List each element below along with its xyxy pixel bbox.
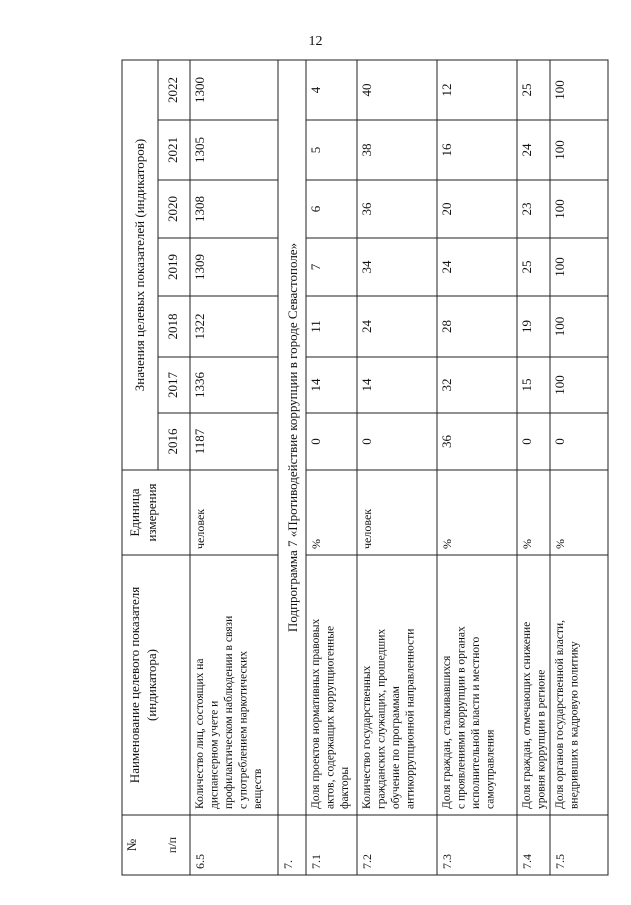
table-row [519, 84, 548, 870]
indicator-name: исполнительной власти и местного [470, 636, 482, 809]
row-number: 7.1 [309, 854, 323, 869]
indicator-name: антикоррупционной направленности [404, 628, 417, 809]
indicator-name: с проявлениями коррупции в органах [455, 626, 468, 809]
row-number: 7.2 [360, 854, 374, 869]
indicator-name: профилактическом наблюдении в связи [223, 615, 235, 809]
header-values-group: Значения целевых показателей (индикаторов) [132, 138, 147, 392]
year-value: 0 [519, 438, 534, 445]
indicator-name: уровня коррупции в регионе [535, 669, 548, 809]
indicator-name: диспансерном учете и [208, 700, 221, 809]
year-value: 100 [552, 257, 567, 277]
year-value: 11 [308, 320, 323, 333]
header-year: 2020 [165, 196, 180, 222]
row-number: 7.4 [520, 854, 534, 869]
unit-value: человек [360, 508, 374, 549]
year-value: 100 [552, 80, 567, 100]
indicator-name: Доля граждан, сталкивавшихся [441, 655, 453, 809]
indicator-name: Количество лиц, состоящих на [194, 658, 206, 809]
year-value: 1309 [192, 254, 207, 280]
indicator-name: гражданских служащих, прошедших [375, 628, 388, 809]
page-number: 12 [308, 34, 323, 49]
indicator-name: обучение по программам [390, 686, 402, 809]
header-name: Наименование целевого показателя [127, 586, 142, 784]
header-unit: Единица [127, 488, 142, 537]
year-value: 1187 [192, 428, 207, 455]
year-value: 34 [359, 260, 374, 274]
year-value: 20 [439, 202, 454, 216]
year-value: 36 [359, 202, 374, 216]
year-value: 1305 [192, 137, 207, 163]
year-value: 100 [552, 140, 567, 160]
section-title: Подпрограмма 7 «Противодействие коррупции в городе Севастополе» [285, 242, 300, 633]
indicator-name: Доля граждан, отмечающих снижение [521, 621, 533, 809]
indicator-name: факторы [339, 766, 351, 809]
year-value: 25 [519, 83, 534, 97]
year-value: 100 [552, 316, 567, 337]
header-number: № [124, 838, 139, 852]
year-value: 4 [308, 86, 323, 94]
row-number: 7.3 [440, 854, 454, 869]
year-value: 7 [308, 263, 323, 271]
header-year: 2017 [165, 372, 180, 398]
year-value: 1336 [192, 372, 207, 398]
year-value: 12 [439, 83, 454, 97]
year-value: 100 [552, 375, 567, 395]
section-row [281, 243, 300, 869]
year-value: 5 [308, 146, 323, 154]
unit-value: % [309, 539, 323, 549]
year-value: 32 [439, 378, 454, 392]
indicator-name: с употреблением наркотических [237, 650, 250, 809]
unit-value: % [553, 539, 567, 549]
year-value: 24 [439, 260, 454, 274]
indicator-name: актов, содержащих коррупциогенные [324, 625, 337, 809]
row-number: 7.5 [553, 854, 567, 869]
year-value: 36 [439, 435, 454, 448]
unit-value: человек [193, 508, 207, 549]
indicator-name: Доля проектов нормативных правовых [310, 618, 322, 809]
table-row [192, 77, 264, 869]
table-row [308, 86, 351, 869]
header-year: 2019 [165, 254, 180, 280]
header-year: 2016 [165, 428, 180, 455]
row-number: 6.5 [193, 854, 207, 869]
header-year: 2022 [165, 77, 180, 103]
indicator-name: самоуправления [484, 729, 497, 809]
table-row [439, 84, 497, 870]
year-value: 6 [308, 205, 323, 213]
header-year: 2021 [165, 137, 180, 163]
header-number-sub: п/п [165, 836, 179, 854]
unit-value: % [440, 539, 454, 549]
year-value: 24 [359, 320, 374, 333]
year-value: 24 [519, 143, 534, 157]
year-value: 15 [519, 378, 534, 392]
row-number: 7. [281, 860, 295, 869]
year-value: 28 [439, 320, 454, 333]
year-value: 14 [308, 378, 323, 392]
year-value: 100 [552, 199, 567, 219]
header-unit-sub: измерения [144, 483, 159, 542]
year-value: 19 [519, 320, 534, 333]
year-value: 1322 [192, 313, 207, 340]
indicator-name: Доля органов государственной власти, [554, 620, 566, 809]
year-value: 23 [519, 202, 534, 216]
year-value: 0 [308, 438, 323, 445]
year-value: 16 [439, 143, 454, 157]
header-year: 2018 [165, 313, 180, 340]
unit-value: % [520, 539, 534, 549]
table-row [552, 80, 581, 869]
year-value: 1308 [192, 196, 207, 222]
year-value: 40 [359, 83, 374, 97]
year-value: 0 [552, 438, 567, 445]
year-value: 1300 [192, 77, 207, 103]
table-row [359, 84, 417, 870]
year-value: 0 [359, 438, 374, 445]
year-value: 25 [519, 260, 534, 274]
indicator-name: веществ [252, 768, 264, 809]
indicator-name: внедривших в кадровую политику [568, 641, 581, 809]
year-value: 14 [359, 378, 374, 392]
header-name-sub: (индикатора) [144, 649, 159, 721]
year-value: 38 [359, 143, 374, 157]
indicator-name: Количество государственных [361, 665, 373, 809]
